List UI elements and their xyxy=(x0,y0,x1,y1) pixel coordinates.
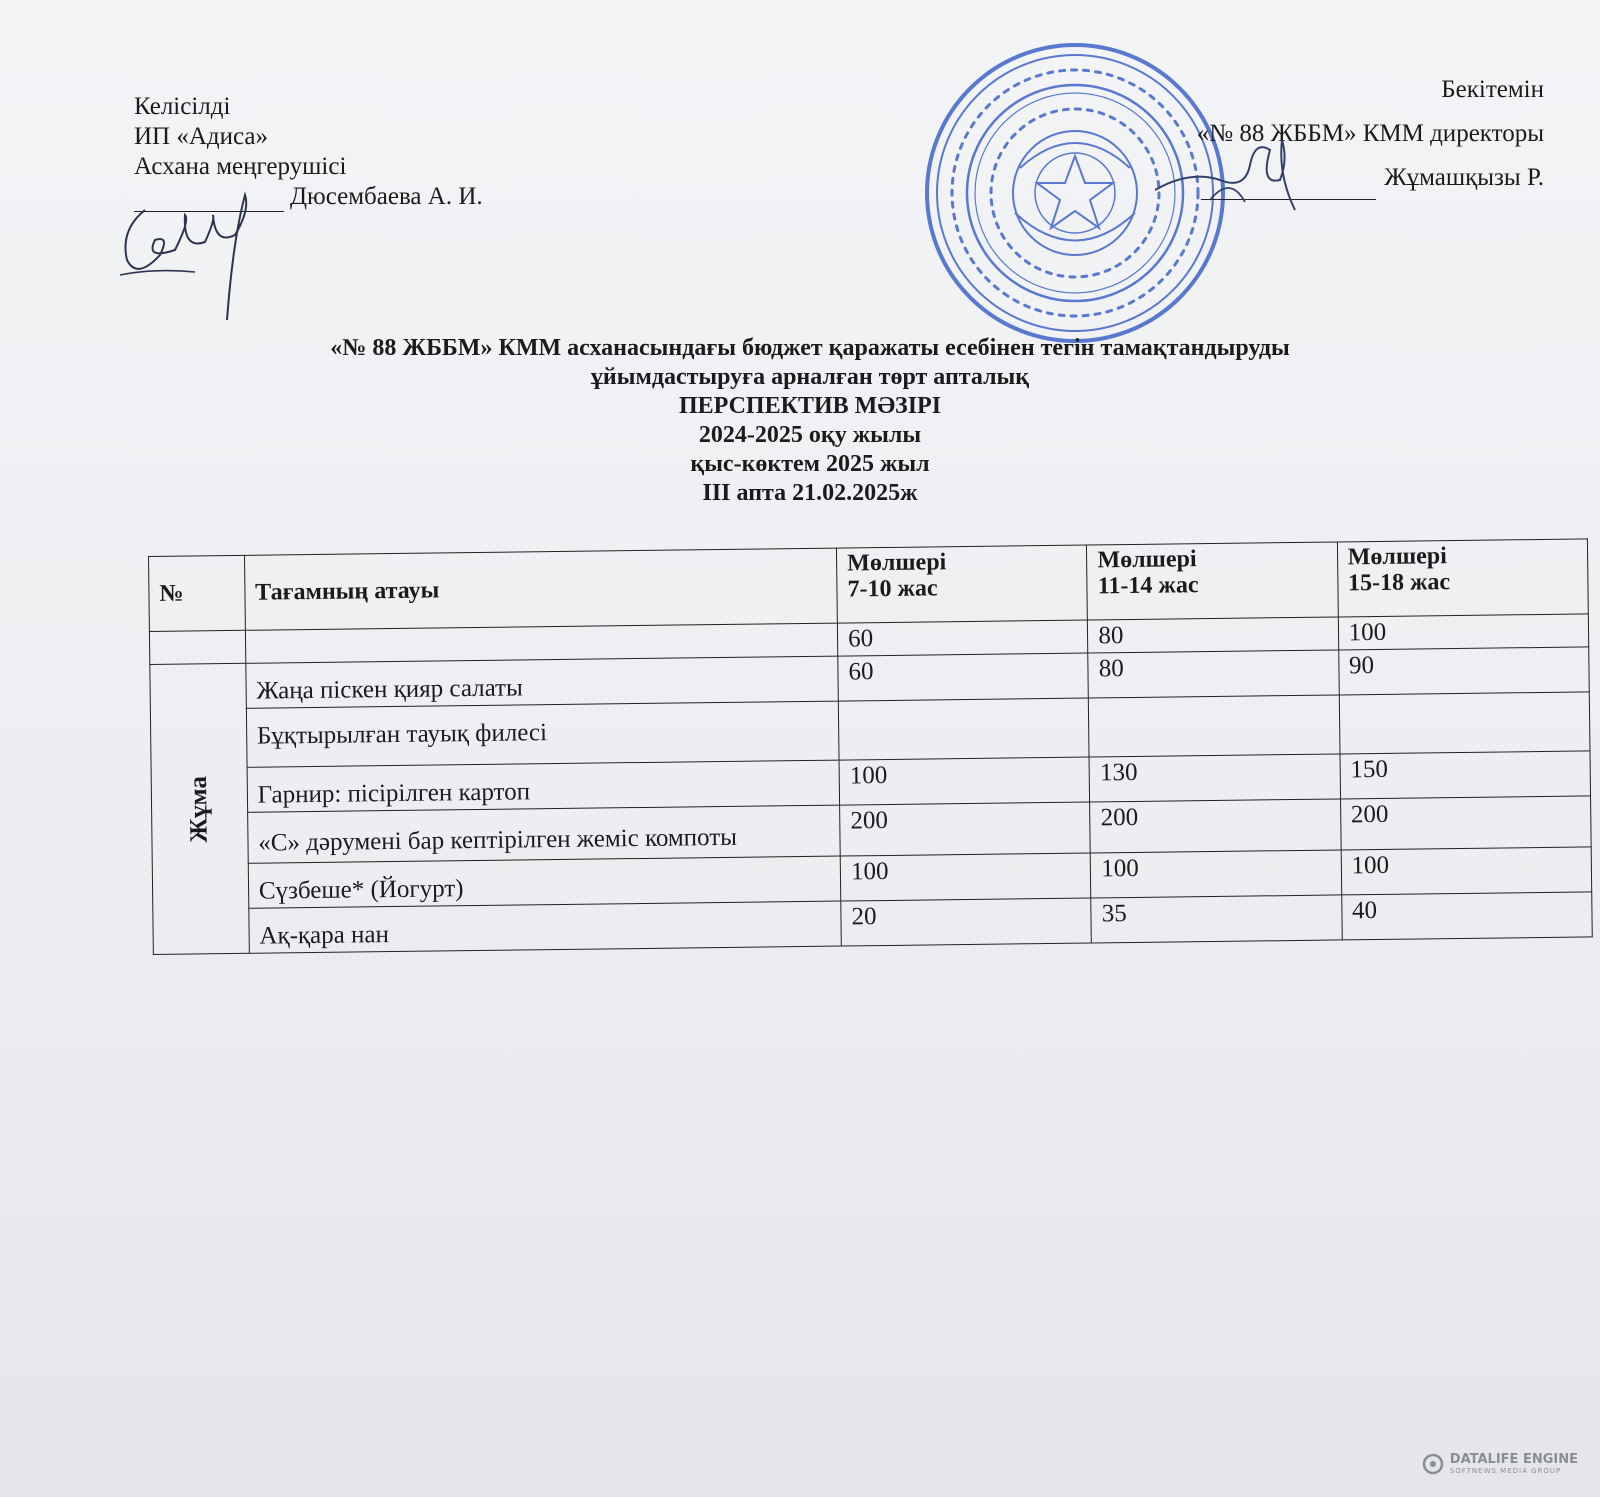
dish-q3: 150 xyxy=(1340,751,1591,799)
header-name: Тағамның атауы xyxy=(244,548,837,630)
title-line4: 2024-2025 оқу жылы xyxy=(698,422,922,448)
dish-q3: 40 xyxy=(1341,892,1592,940)
dish-q2 xyxy=(1089,695,1340,757)
dish-q1: 100 xyxy=(840,853,1091,901)
header-q2 xyxy=(1087,542,1338,620)
title-line6: III апта 21.02.2025ж xyxy=(702,480,918,506)
dish-name: Ақ-қара нан xyxy=(249,901,842,953)
dish-q2: 100 xyxy=(1091,850,1342,898)
approval-left-signatory: Дюсембаева А. И. xyxy=(290,183,483,210)
header-no: № xyxy=(149,555,246,631)
first-row-q2: 80 xyxy=(1088,617,1339,653)
dish-q1: 20 xyxy=(841,898,1092,946)
dish-name: Жаңа піскен қияр салаты xyxy=(246,656,839,708)
dish-q2: 130 xyxy=(1089,754,1340,802)
title-line5: қыс-көктем 2025 жыл xyxy=(690,451,930,477)
datalife-logo-icon xyxy=(1422,1453,1444,1475)
watermark-logo xyxy=(1422,1452,1578,1475)
title-line1: «№ 88 ЖББМ» КММ асханасындағы бюджет қаражаты есебінен тегін тамақтандыруды xyxy=(330,335,1290,361)
dish-q3 xyxy=(1339,692,1590,754)
dish-q2: 80 xyxy=(1088,650,1339,698)
header-q1 xyxy=(837,545,1088,623)
header-q3-age: 15-18 жас xyxy=(1347,569,1451,597)
dish-name: Бұқтырылған тауық филесі xyxy=(246,701,839,767)
dish-q3: 90 xyxy=(1338,647,1589,695)
header-q1-age: 7-10 жас xyxy=(847,575,938,603)
menu-table xyxy=(148,538,1593,955)
dish-q1: 60 xyxy=(838,653,1089,701)
header-q3 xyxy=(1337,539,1588,617)
first-row-q3: 100 xyxy=(1338,614,1589,650)
dish-q1: 200 xyxy=(840,802,1091,856)
day-cell xyxy=(150,663,249,954)
dish-q1 xyxy=(838,698,1089,760)
first-row-no xyxy=(149,630,245,664)
dish-name: Сүзбеше* (Йогурт) xyxy=(248,856,841,908)
dish-q2: 35 xyxy=(1091,895,1342,943)
approval-right-line2: «№ 88 ЖББМ» КММ директоры xyxy=(1196,120,1544,147)
header-q3-label: Мөлшері xyxy=(1347,543,1447,571)
document-title xyxy=(140,334,1480,508)
dish-q3: 200 xyxy=(1340,796,1591,850)
first-row-q1: 60 xyxy=(837,620,1088,656)
approval-right-line1: Бекітемін xyxy=(1441,76,1544,103)
header-q2-label: Мөлшері xyxy=(1097,546,1197,574)
watermark-sub: SOFTNEWS MEDIA GROUP xyxy=(1449,1467,1562,1475)
signature-right xyxy=(1150,130,1300,220)
watermark-brand: DATALIFE ENGINE xyxy=(1449,1452,1578,1467)
day-label: Жұма xyxy=(185,775,213,843)
approval-right-signatory: Жұмашқызы Р. xyxy=(1384,164,1544,191)
title-line3: ПЕРСПЕКТИВ МӘЗІРІ xyxy=(678,393,942,419)
header-q2-age: 11-14 жас xyxy=(1097,572,1199,600)
dish-q2: 200 xyxy=(1090,799,1341,853)
dish-name: «С» дәрумені бар кептірілген жеміс компоты xyxy=(247,805,840,863)
dish-name: Гарнир: пісірілген картоп xyxy=(247,760,840,812)
header-q1-label: Мөлшері xyxy=(847,549,947,577)
signature-left xyxy=(115,180,265,320)
approval-left-line1: Келісілді xyxy=(134,93,231,120)
approval-left-line2: ИП «Адиса» xyxy=(134,123,269,150)
dish-q3: 100 xyxy=(1341,847,1592,895)
title-line2: ұйымдастыруға арналған төрт апталық xyxy=(590,364,1030,390)
dish-q1: 100 xyxy=(839,757,1090,805)
approval-left-line3: Асхана меңгерушісі xyxy=(134,153,347,180)
